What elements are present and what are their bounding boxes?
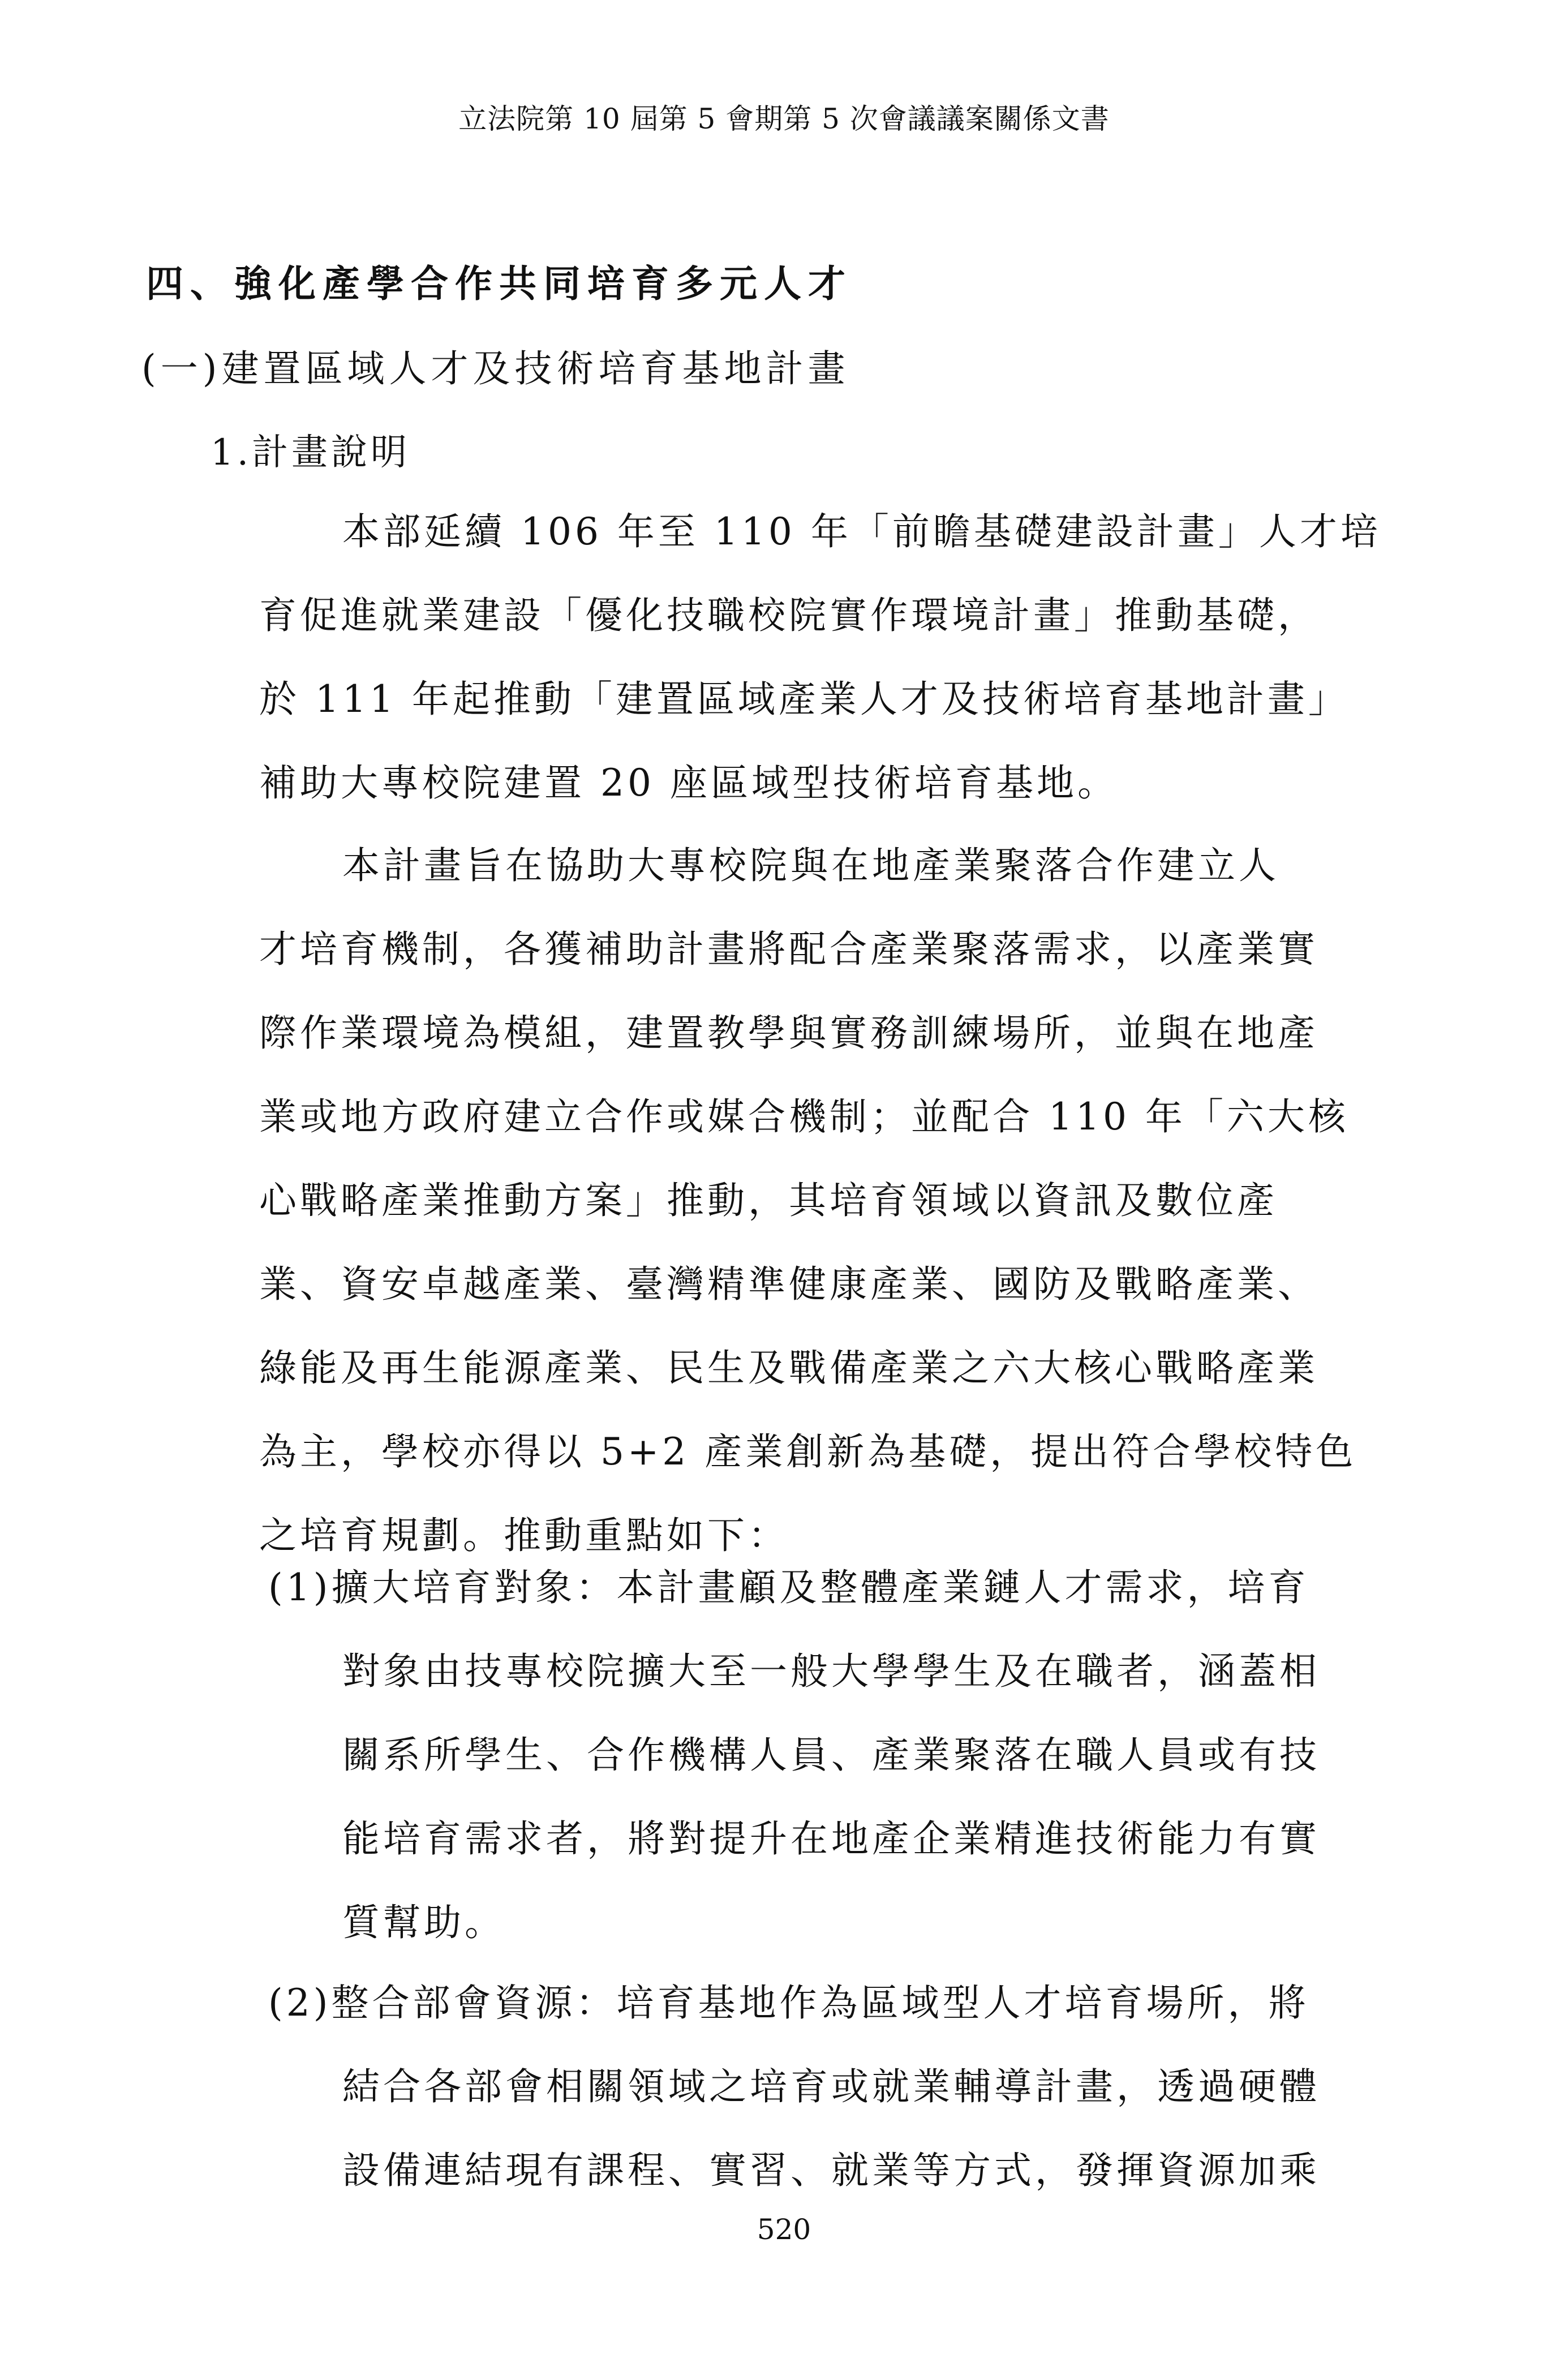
paragraph-1-line: 補助大專校院建置 20 座區域型技術培育基地。 bbox=[259, 761, 1118, 805]
running-header: 立法院第 10 屆第 5 會期第 5 次會議議案關係文書 bbox=[458, 102, 1110, 135]
paragraph-2-line: 之培育規劃。推動重點如下： bbox=[259, 1514, 789, 1557]
paragraph-2-line: 才培育機制，各獲補助計畫將配合產業聚落需求，以產業實 bbox=[259, 927, 1318, 971]
point-1-line: (1)擴大培育對象：本計畫顧及整體產業鏈人才需求，培育 bbox=[268, 1566, 1309, 1609]
paragraph-1-line: 育促進就業建設「優化技職校院實作環境計畫」推動基礎， bbox=[259, 594, 1318, 637]
point-2-line: 設備連結現有課程、實習、就業等方式，發揮資源加乘 bbox=[342, 2149, 1320, 2192]
paragraph-1-line: 於 111 年起推動「建置區域產業人才及技術培育基地計畫」 bbox=[259, 677, 1349, 721]
paragraph-2-line: 業或地方政府建立合作或媒合機制；並配合 110 年「六大核 bbox=[259, 1095, 1349, 1139]
point-1-line: 關系所學生、合作機構人員、產業聚落在職人員或有技 bbox=[342, 1733, 1320, 1777]
point-1-line: 質幫助。 bbox=[342, 1901, 505, 1944]
point-2-line: 結合各部會相關領域之培育或就業輔導計畫，透過硬體 bbox=[342, 2065, 1320, 2108]
subsection-heading: (一)建置區域人才及技術培育基地計畫 bbox=[141, 347, 850, 390]
paragraph-1-line: 本部延續 106 年至 110 年「前瞻基礎建設計畫」人才培 bbox=[342, 510, 1381, 553]
point-1-line: 對象由技專校院擴大至一般大學學生及在職者，涵蓋相 bbox=[342, 1649, 1320, 1693]
paragraph-2-line: 際作業環境為模組，建置教學與實務訓練場所，並與在地產 bbox=[259, 1011, 1318, 1055]
point-1-line: 能培育需求者，將對提升在地產企業精進技術能力有實 bbox=[342, 1817, 1320, 1861]
paragraph-2-line: 綠能及再生能源產業、民生及戰備產業之六大核心戰略產業 bbox=[259, 1346, 1318, 1390]
paragraph-2-line: 本計畫旨在協助大專校院與在地產業聚落合作建立人 bbox=[342, 844, 1279, 887]
section-heading: 四、強化產學合作共同培育多元人才 bbox=[146, 262, 852, 306]
page-number: 520 bbox=[757, 2213, 811, 2246]
point-2-line: (2)整合部會資源：培育基地作為區域型人才培育場所，將 bbox=[268, 1981, 1309, 2025]
item-heading: 1.計畫說明 bbox=[211, 432, 411, 474]
paragraph-2-line: 為主，學校亦得以 5+2 產業創新為基礎，提出符合學校特色 bbox=[259, 1430, 1357, 1474]
paragraph-2-line: 心戰略產業推動方案」推動，其培育領域以資訊及數位產 bbox=[259, 1179, 1278, 1222]
paragraph-2-line: 業、資安卓越產業、臺灣精準健康產業、國防及戰略產業、 bbox=[259, 1262, 1318, 1306]
